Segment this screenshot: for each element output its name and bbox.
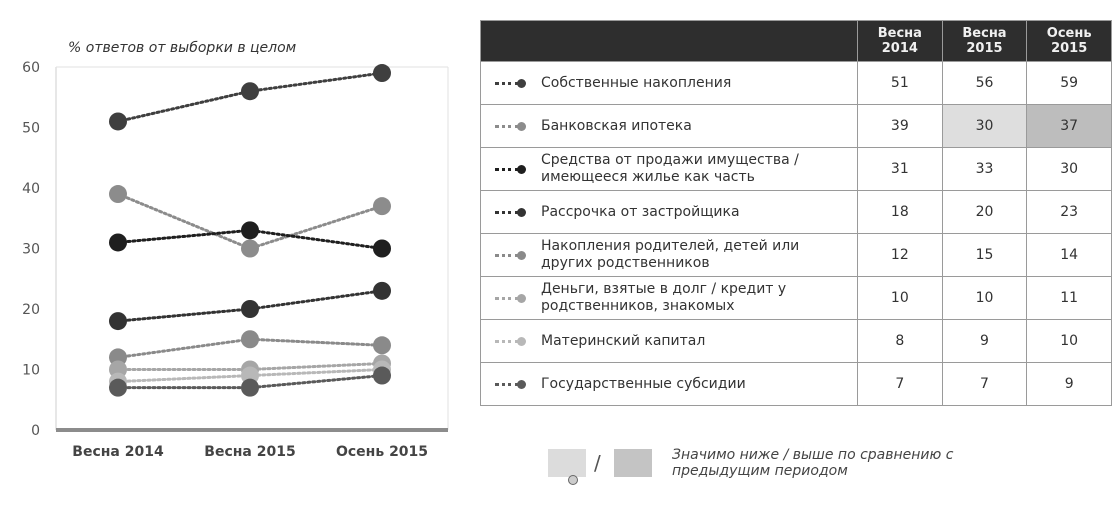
- data-point: [373, 240, 391, 258]
- series-1: [109, 185, 391, 257]
- row-label-cell: [481, 363, 858, 406]
- table-row: [481, 363, 1112, 406]
- row-label-cell: [481, 320, 858, 363]
- row-label-cell: [481, 234, 858, 277]
- data-point: [109, 185, 127, 203]
- y-tick-label: 50: [22, 120, 40, 137]
- value-cell: 15: [942, 234, 1027, 277]
- table-row: [481, 320, 1112, 363]
- series-marker-icon: [495, 336, 529, 346]
- header-cell: Весна 2014: [858, 21, 943, 62]
- chart-title: % ответов от выборки в целом: [68, 40, 297, 56]
- value-cell: 10: [942, 277, 1027, 320]
- value-cell: 59: [1027, 62, 1112, 105]
- value-cell: 12: [858, 234, 943, 277]
- value-cell: 30: [1027, 148, 1112, 191]
- line-chart: [0, 0, 470, 470]
- value-cell: 11: [1027, 277, 1112, 320]
- value-cell: 39: [858, 105, 943, 148]
- value-cell: 23: [1027, 191, 1112, 234]
- table-row: [481, 105, 1112, 148]
- row-label: Материнский капитал: [541, 332, 706, 349]
- y-tick-label: 60: [22, 60, 40, 76]
- legend-swatch-high: [614, 449, 652, 477]
- data-point: [241, 379, 259, 397]
- series-3: [109, 282, 391, 330]
- data-point: [109, 379, 127, 397]
- row-label-cell: [481, 105, 858, 148]
- legend-slash: /: [594, 451, 601, 475]
- table-header-row: [481, 21, 1112, 62]
- row-label-cell: [481, 191, 858, 234]
- data-table-container: [480, 20, 1112, 406]
- data-point: [241, 330, 259, 348]
- x-tick-label: Весна 2014: [72, 444, 164, 460]
- value-cell: 10: [858, 277, 943, 320]
- value-cell: 56: [942, 62, 1027, 105]
- value-cell: 7: [942, 363, 1027, 406]
- data-point: [373, 336, 391, 354]
- value-cell: 33: [942, 148, 1027, 191]
- row-label-cell: [481, 148, 858, 191]
- value-cell: 30: [942, 105, 1027, 148]
- data-point: [109, 312, 127, 330]
- series-0: [109, 64, 391, 130]
- header-cell: Весна 2015: [942, 21, 1027, 62]
- y-tick-label: 0: [31, 423, 40, 439]
- row-label: Рассрочка от застройщика: [541, 203, 740, 220]
- value-cell: 14: [1027, 234, 1112, 277]
- table-row: [481, 62, 1112, 105]
- value-cell: 51: [858, 62, 943, 105]
- data-point: [241, 300, 259, 318]
- x-tick-label: Осень 2015: [335, 444, 429, 460]
- header-cell: Осень 2015: [1027, 21, 1112, 62]
- row-label: Накопления родителей, детей или других родственников: [541, 238, 800, 271]
- table-row: [481, 148, 1112, 191]
- row-label-cell: [481, 62, 858, 105]
- data-point: [241, 221, 259, 239]
- series-marker-icon: [495, 293, 529, 303]
- table-row: [481, 191, 1112, 234]
- data-point: [373, 367, 391, 385]
- data-point: [109, 233, 127, 251]
- data-point: [241, 82, 259, 100]
- x-tick-label: Весна 2015: [204, 444, 296, 460]
- y-tick-label: 20: [22, 302, 40, 318]
- legend-swatch-low: [548, 449, 586, 477]
- data-point: [373, 197, 391, 215]
- series-marker-icon: [495, 207, 529, 217]
- value-cell: 8: [858, 320, 943, 363]
- data-point: [109, 112, 127, 130]
- value-cell: 37: [1027, 105, 1112, 148]
- series-marker-icon: [495, 250, 529, 260]
- value-cell: 20: [942, 191, 1027, 234]
- series-marker-icon: [495, 164, 529, 174]
- table-row: [481, 234, 1112, 277]
- legend-text: Значимо ниже / выше по сравнению с предыдущим периодом: [672, 447, 954, 479]
- value-cell: 10: [1027, 320, 1112, 363]
- header-blank-cell: [481, 21, 858, 62]
- data-point: [373, 282, 391, 300]
- series-marker-icon: [495, 379, 529, 389]
- value-cell: 9: [942, 320, 1027, 363]
- row-label-cell: [481, 277, 858, 320]
- data-point: [373, 64, 391, 82]
- y-tick-label: 40: [22, 181, 40, 197]
- series-marker-icon: [495, 78, 529, 88]
- data-point: [241, 240, 259, 258]
- y-tick-label: 30: [22, 241, 40, 258]
- data-table: [480, 20, 1112, 406]
- row-label: Деньги, взятые в долг / кредит у родственников, знакомых: [541, 281, 787, 314]
- value-cell: 7: [858, 363, 943, 406]
- row-label: Государственные субсидии: [541, 375, 746, 392]
- series-marker-icon: [495, 121, 529, 131]
- row-label: Банковская ипотека: [541, 117, 692, 134]
- pin-icon: [568, 475, 578, 485]
- row-label: Собственные накопления: [541, 74, 732, 91]
- y-tick-label: 10: [22, 362, 40, 379]
- value-cell: 31: [858, 148, 943, 191]
- value-cell: 9: [1027, 363, 1112, 406]
- row-label: Средства от продажи имущества / имеющееся жилье как часть: [541, 152, 799, 185]
- table-row: [481, 277, 1112, 320]
- value-cell: 18: [858, 191, 943, 234]
